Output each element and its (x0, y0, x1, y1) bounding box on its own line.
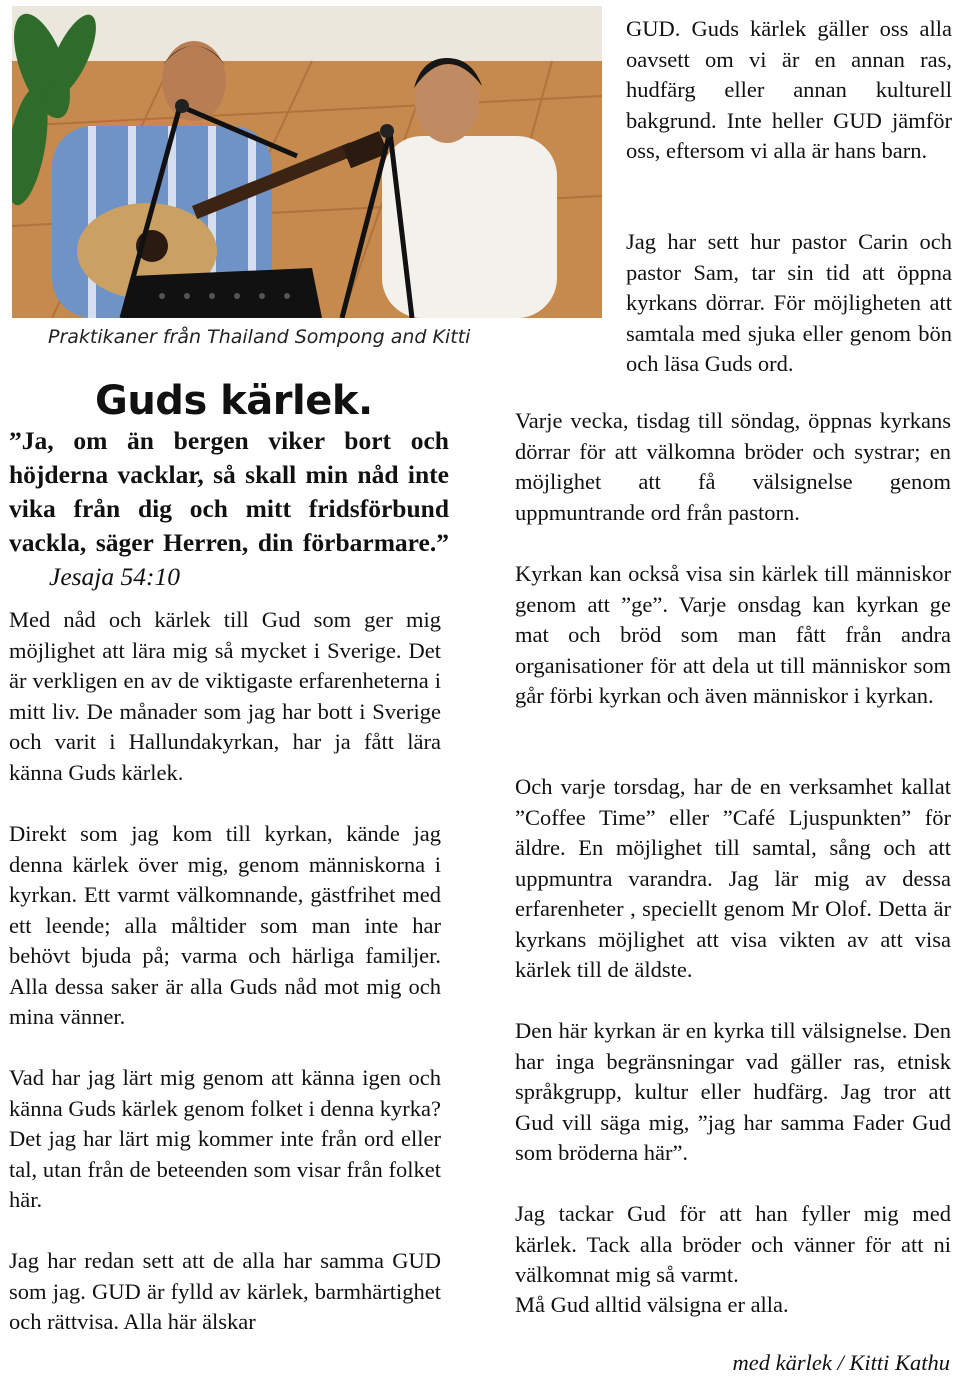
paragraph: Med nåd och kärlek till Gud som ger mig möjlighet att lära mig så mycket i Sverige. Det är verkligen en av de viktigaste erfarenheterna i mitt liv. De månader som jag har bott i Sverige och varit i Hallundakyrkan, har ja fått lära känna Guds kärlek. (9, 607, 441, 785)
paragraph: Jag har redan sett att de alla har samma GUD som jag. GUD är fylld av kärlek, barmhärtighet och rättvisa. Alla här älskar (9, 1248, 441, 1334)
article-headline: Guds kärlek. (95, 378, 373, 424)
paragraph: Jag har sett hur pastor Carin och pastor Sam, tar sin tid att öppna kyrkans dörrar. För möjligheten att samtala med sjuka eller genom bön och läsa Guds ord. (626, 229, 952, 376)
verse-reference: Jesaja 54:10 (49, 562, 181, 591)
paragraph: Vad har jag lärt mig genom att känna igen och känna Guds kärlek genom folket i denna kyrka? Det jag har lärt mig kommer inte från ord eller tal, utan från de beteenden som visar från folket här. (9, 1065, 441, 1212)
photo-caption: Praktikaner från Thailand Sompong and Kitti (48, 326, 471, 348)
paragraph: Och varje torsdag, har de en verksamhet kallat ”Coffee Time” eller ”Café Ljuspunkten” för äldre. En möjlighet till samtal, sång och att uppmuntra varandra. Jag lär mig av dessa erfarenheter , speciellt genom Mr Olof. Detta är kyrkans möjlighet att visa vikten av att visa kärlek till de äldste. (515, 774, 951, 982)
article-photo (12, 6, 602, 318)
bible-verse (9, 424, 449, 594)
paragraph: Den här kyrkan är en kyrka till välsignelse. Den har inga begränsningar vad gäller ras, etnisk språkgrupp, kultur eller hudfärg. Jag tror att Gud vill säga mig, ”jag har samma Fader Gud som bröderna här”. (515, 1018, 951, 1165)
signature: med kärlek / Kitti Kathu (732, 1350, 950, 1375)
paragraph: Jag tackar Gud för att han fyller mig med kärlek. Tack alla bröder och vänner för att ni välkomnat mig så varmt. (515, 1201, 951, 1287)
paragraph: GUD. Guds kärlek gäller oss alla oavsett om vi är en annan ras, hudfärg eller annan kulturell bakgrund. Inte heller GUD jämför oss, eftersom vi alla är hans barn. (626, 16, 952, 163)
photo-illustration (12, 6, 602, 318)
paragraph: Kyrkan kan också visa sin kärlek till människor genom att ”ge”. Varje onsdag kan kyrkan ge mat och bröd som man fått från andra organisationer för att dela ut till människor som går förbi kyrkan och även människor i kyrkan. (515, 561, 951, 708)
verse-text: ”Ja, om än bergen viker bort och höjderna vacklar, så skall min nåd inte vika från dig och mitt fridsförbund vackla, säger Herren, din förbarmare.” (9, 426, 449, 557)
paragraph: Varje vecka, tisdag till söndag, öppnas kyrkans dörrar för att välkomna bröder och systrar; en möjlighet att få välsignelse genom uppmuntrande ord från pastorn. (515, 408, 951, 525)
paragraph: Direkt som jag kom till kyrkan, kände jag denna kärlek över mig, genom människorna i kyrkan. Ett varmt välkomnande, gästfrihet med ett leende; alla måltider som man inte har behövt bjuda på; varma och härliga familjer. Alla dessa saker är alla Guds nåd mot mig och mina vänner. (9, 821, 441, 1029)
paragraph: Må Gud alltid välsigna er alla. (515, 1292, 789, 1317)
